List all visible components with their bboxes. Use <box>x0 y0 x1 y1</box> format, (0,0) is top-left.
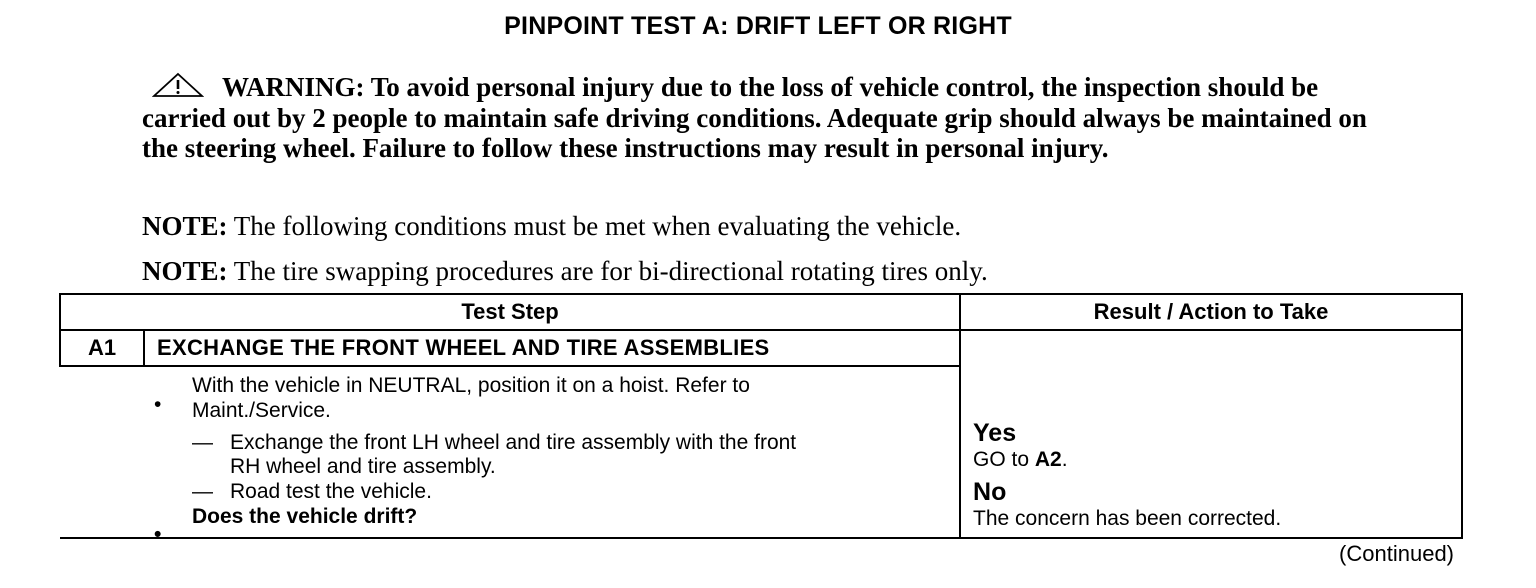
dash-icon: — <box>192 480 213 503</box>
instruction-text: Road test the vehicle. <box>230 480 432 503</box>
list-item <box>60 505 959 546</box>
pinpoint-test-table <box>59 293 1463 546</box>
step-instructions <box>60 366 960 546</box>
note-conditions <box>142 211 1442 241</box>
question-text: Does the vehicle drift? <box>192 505 418 528</box>
instruction-text: With the vehicle in NEUTRAL, position it on a hoist. Refer to <box>192 374 750 397</box>
dash-icon: — <box>192 431 213 454</box>
result-cell <box>960 330 1462 538</box>
note-label: NOTE: <box>142 256 228 286</box>
instruction-text: Exchange the front LH wheel and tire assembly with the front <box>230 431 797 454</box>
note-text: The following conditions must be met when evaluating the vehicle. <box>227 211 962 241</box>
bullet-icon: • <box>154 393 162 416</box>
list-item <box>60 431 959 479</box>
note-tire-swapping <box>142 256 1442 286</box>
result-no-label: No <box>973 478 1007 506</box>
result-no-action: The concern has been corrected. <box>973 507 1282 530</box>
warning-text: WARNING: To avoid personal injury due to the loss of vehicle control, the inspection should be carried out by 2 people to maintain safe driving conditions. Adequate grip should always be maintained on the steering wheel. Failure to follow these instructions may result in personal injury. <box>142 72 1367 163</box>
warning-block <box>142 72 1402 164</box>
list-item <box>60 479 959 505</box>
step-link-a2: A2 <box>1034 448 1062 471</box>
result-yes-action: GO to A2. <box>973 448 1068 471</box>
warning-triangle-icon <box>152 72 204 98</box>
instruction-text: Maint./Service. <box>192 399 331 422</box>
result-yes-label: Yes <box>973 419 1017 447</box>
instruction-text: RH wheel and tire assembly. <box>230 455 496 478</box>
continued-label: (Continued) <box>1339 541 1454 566</box>
step-title: EXCHANGE THE FRONT WHEEL AND TIRE ASSEMBLIES <box>144 330 960 366</box>
header-result-action: Result / Action to Take <box>960 294 1462 330</box>
step-id: A1 <box>60 330 144 366</box>
bullet-icon: • <box>154 523 162 546</box>
header-test-step: Test Step <box>60 294 960 330</box>
page-title: PINPOINT TEST A: DRIFT LEFT OR RIGHT <box>504 12 1012 40</box>
note-text: The tire swapping procedures are for bi-directional rotating tires only. <box>227 256 988 286</box>
list-item <box>60 373 959 423</box>
note-label: NOTE: <box>142 211 228 241</box>
